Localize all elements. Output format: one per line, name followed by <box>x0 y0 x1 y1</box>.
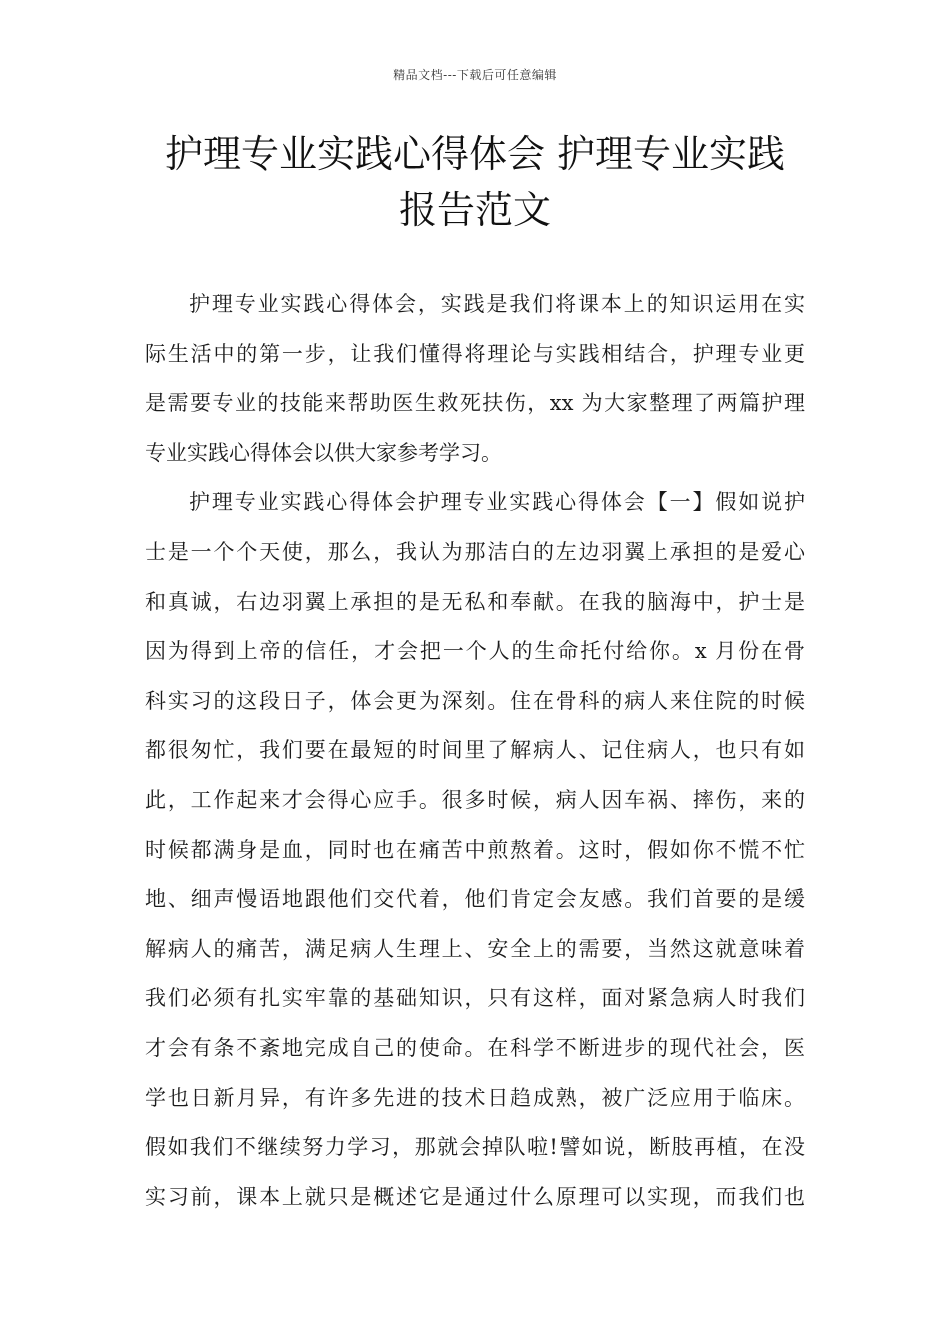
paragraph-line: 和真诚，右边羽翼上承担的是无私和奉献。在我的脑海中，护士是 <box>145 589 805 614</box>
paragraph-line: 时候都满身是血，同时也在痛苦中煎熬着。这时，假如你不慌不忙 <box>145 837 805 862</box>
paragraph-line: 专业实践心得体会以供大家参考学习。 <box>145 440 502 465</box>
paragraph-line: 才会有条不紊地完成自己的使命。在科学不断进步的现代社会，医 <box>145 1035 805 1060</box>
paragraph-line: 地、细声慢语地跟他们交代着，他们肯定会友感。我们首要的是缓 <box>145 887 805 912</box>
paragraph <box>145 478 805 1222</box>
header-note: 精品文档---下载后可任意编辑 <box>393 68 557 82</box>
title-line: 护理专业实践心得体会 护理专业实践 <box>164 132 786 176</box>
document-title <box>120 126 830 238</box>
paragraph-line: 因为得到上帝的信任，才会把一个人的生命托付给你。x 月份在骨 <box>145 639 805 664</box>
title-line: 报告范文 <box>398 188 551 232</box>
paragraph-line: 解病人的痛苦，满足病人生理上、安全上的需要，当然这就意味着 <box>145 936 805 961</box>
document-body <box>145 280 805 1222</box>
paragraph-line: 学也日新月异，有许多先进的技术日趋成熟，被广泛应用于临床。 <box>145 1085 805 1110</box>
paragraph-line: 际生活中的第一步，让我们懂得将理论与实践相结合，护理专业更 <box>145 341 805 366</box>
paragraph <box>145 280 805 478</box>
paragraph-line: 科实习的这段日子，体会更为深刻。住在骨科的病人来住院的时候 <box>145 688 805 713</box>
paragraph-line: 实习前，课本上就只是概述它是通过什么原理可以实现，而我们也 <box>145 1184 805 1209</box>
paragraph-line: 我们必须有扎实牢靠的基础知识，只有这样，面对紧急病人时我们 <box>145 986 805 1011</box>
paragraph-line: 都很匆忙，我们要在最短的时间里了解病人、记住病人，也只有如 <box>145 738 805 763</box>
paragraph-line: 护理专业实践心得体会护理专业实践心得体会【一】假如说护 <box>189 490 805 515</box>
paragraph-line: 士是一个个天使，那么，我认为那洁白的左边羽翼上承担的是爱心 <box>145 539 805 564</box>
paragraph-line: 护理专业实践心得体会，实践是我们将课本上的知识运用在实 <box>189 292 805 316</box>
paragraph-line: 此，工作起来才会得心应手。很多时候，病人因车祸、摔伤，来的 <box>145 787 805 812</box>
paragraph-line: 是需要专业的技能来帮助医生救死扶伤，xx 为大家整理了两篇护理 <box>145 391 805 416</box>
paragraph-line: 假如我们不继续努力学习，那就会掉队啦!譬如说，断肢再植，在没 <box>145 1135 805 1160</box>
